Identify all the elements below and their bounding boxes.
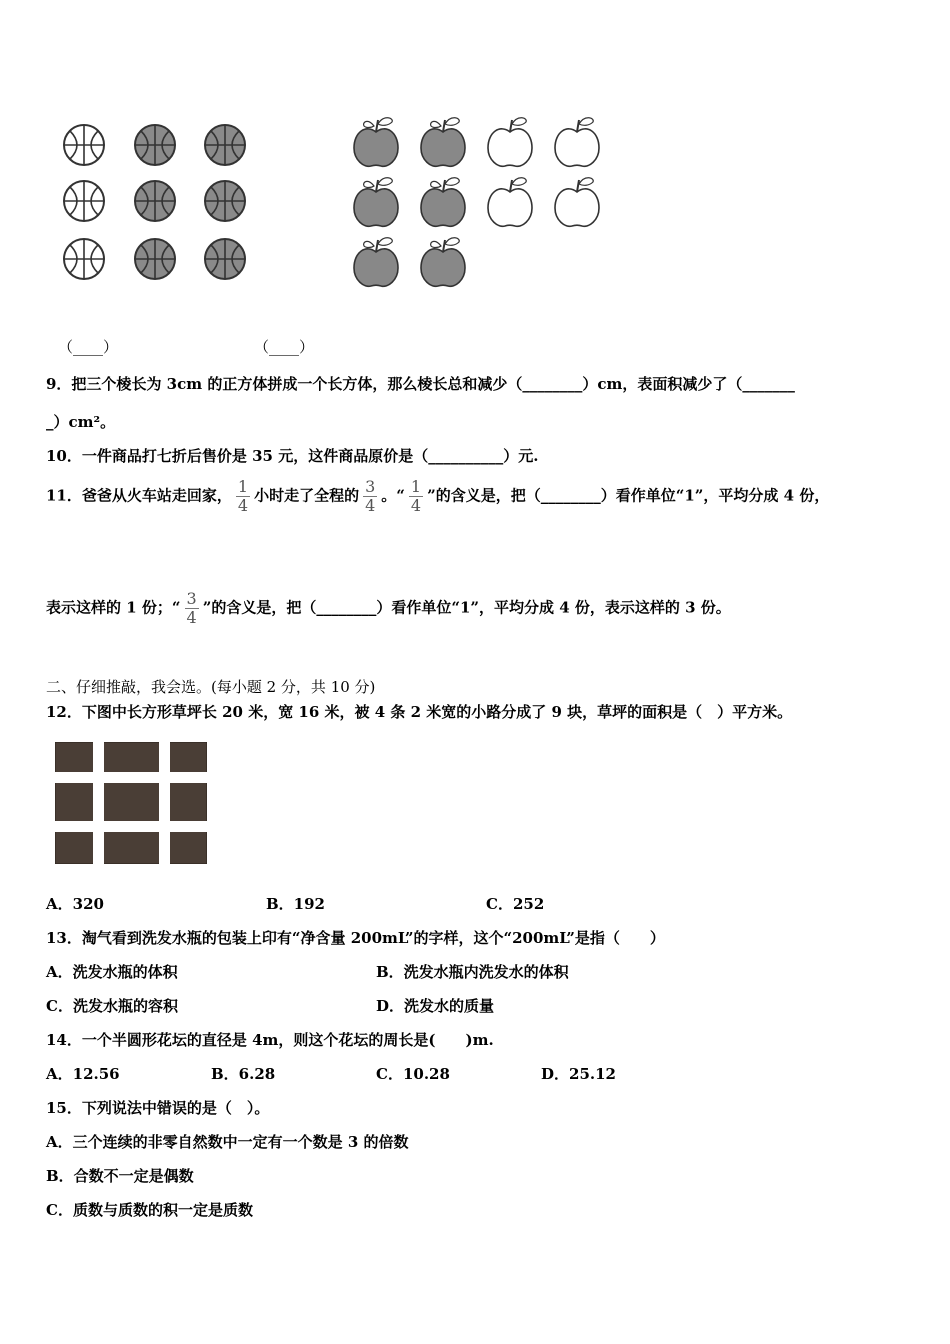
basketball-icon — [205, 125, 245, 165]
q11-line2a: 表示这样的 1 份；“ — [46, 598, 181, 617]
basketball-icon — [205, 239, 245, 279]
q11-line2 — [46, 590, 731, 627]
q13-option-c[interactable]: C．洗发水瓶的容积 — [46, 997, 178, 1015]
q14-option-b[interactable]: B．6.28 — [211, 1065, 276, 1083]
q8-figures — [0, 0, 950, 320]
section2-title: 二、仔细推敲，我会选。(每小题 2 分，共 10 分) — [46, 678, 376, 696]
fraction-3-4: $\frac{3}{4}$ — [365, 477, 376, 515]
basketball-icon — [135, 239, 175, 279]
apple-icon — [555, 118, 599, 167]
q11-part2: 小时走了全程的 — [254, 486, 360, 505]
basketball-icon — [135, 125, 175, 165]
q14-option-c[interactable]: C．10.28 — [376, 1065, 450, 1083]
q11-part4: ”的含义是，把（________）看作单位“1”，平均分成 4 份， — [427, 486, 830, 505]
basketball-icon — [64, 239, 104, 279]
q13-option-d[interactable]: D．洗发水的质量 — [376, 997, 495, 1015]
q15-option-c[interactable]: C．质数与质数的积一定是质数 — [46, 1201, 253, 1219]
q9-line2: _）cm²。 — [46, 413, 116, 431]
apple-icon — [421, 238, 465, 287]
q11-part3: 。“ — [381, 486, 405, 505]
basketball-icon — [64, 125, 104, 165]
q15-option-b[interactable]: B．合数不一定是偶数 — [46, 1167, 194, 1185]
q12-text: 12．下图中长方形草坪长 20 米，宽 16 米，被 4 条 2 米宽的小路分成了 9 块，草坪的面积是（ ）平方米。 — [46, 703, 793, 721]
q11-line2b: ”的含义是，把（________）看作单位“1”，平均分成 4 份，表示这样的 3 份。 — [202, 598, 731, 617]
fraction-1-4-b: $\frac{1}{4}$ — [410, 477, 422, 515]
q13-option-b[interactable]: B．洗发水瓶内洗发水的体积 — [376, 963, 569, 981]
apple-icon — [488, 178, 532, 227]
q11-part1: 11．爸爸从火车站走回家， — [46, 486, 232, 505]
apple-icon — [354, 118, 398, 167]
q15-text: 15．下列说法中错误的是（ ）。 — [46, 1099, 270, 1117]
q8-blank-left[interactable]: （____） — [58, 338, 119, 356]
apple-icon — [421, 178, 465, 227]
q14-option-d[interactable]: D．25.12 — [541, 1065, 616, 1083]
apple-icon — [354, 178, 398, 227]
q12-option-a[interactable]: A．320 — [46, 895, 104, 913]
fraction-3-4-b: $\frac{3}{4}$ — [186, 589, 197, 627]
q8-blank-right[interactable]: （____） — [254, 338, 315, 356]
q14-option-a[interactable]: A．12.56 — [46, 1065, 120, 1083]
apple-icon — [555, 178, 599, 227]
apple-icon — [488, 118, 532, 167]
lawn-figure — [55, 742, 207, 864]
q14-text: 14．一个半圆形花坛的直径是 4m，则这个花坛的周长是( )m. — [46, 1031, 494, 1049]
apple-icon — [421, 118, 465, 167]
basketball-icon — [64, 181, 104, 221]
q13-text: 13．淘气看到洗发水瓶的包装上印有“净含量 200mL”的字样，这个“200mL”是指（ ） — [46, 929, 665, 947]
q12-option-b[interactable]: B．192 — [266, 895, 325, 913]
q12-option-c[interactable]: C．252 — [486, 895, 545, 913]
q13-option-a[interactable]: A．洗发水瓶的体积 — [46, 963, 178, 981]
q10-text: 10．一件商品打七折后售价是 35 元，这件商品原价是（__________）元. — [46, 447, 539, 465]
q15-option-a[interactable]: A．三个连续的非零自然数中一定有一个数是 3 的倍数 — [46, 1133, 409, 1151]
q11-line1 — [46, 478, 829, 515]
q9-line1: 9．把三个棱长为 3cm 的正方体拼成一个长方体，那么棱长总和减少（________）cm，表面积减少了（_______ — [46, 375, 795, 393]
apple-icon — [354, 238, 398, 287]
basketball-icon — [135, 181, 175, 221]
fraction-1-4: $\frac{1}{4}$ — [237, 477, 249, 515]
basketball-icon — [205, 181, 245, 221]
